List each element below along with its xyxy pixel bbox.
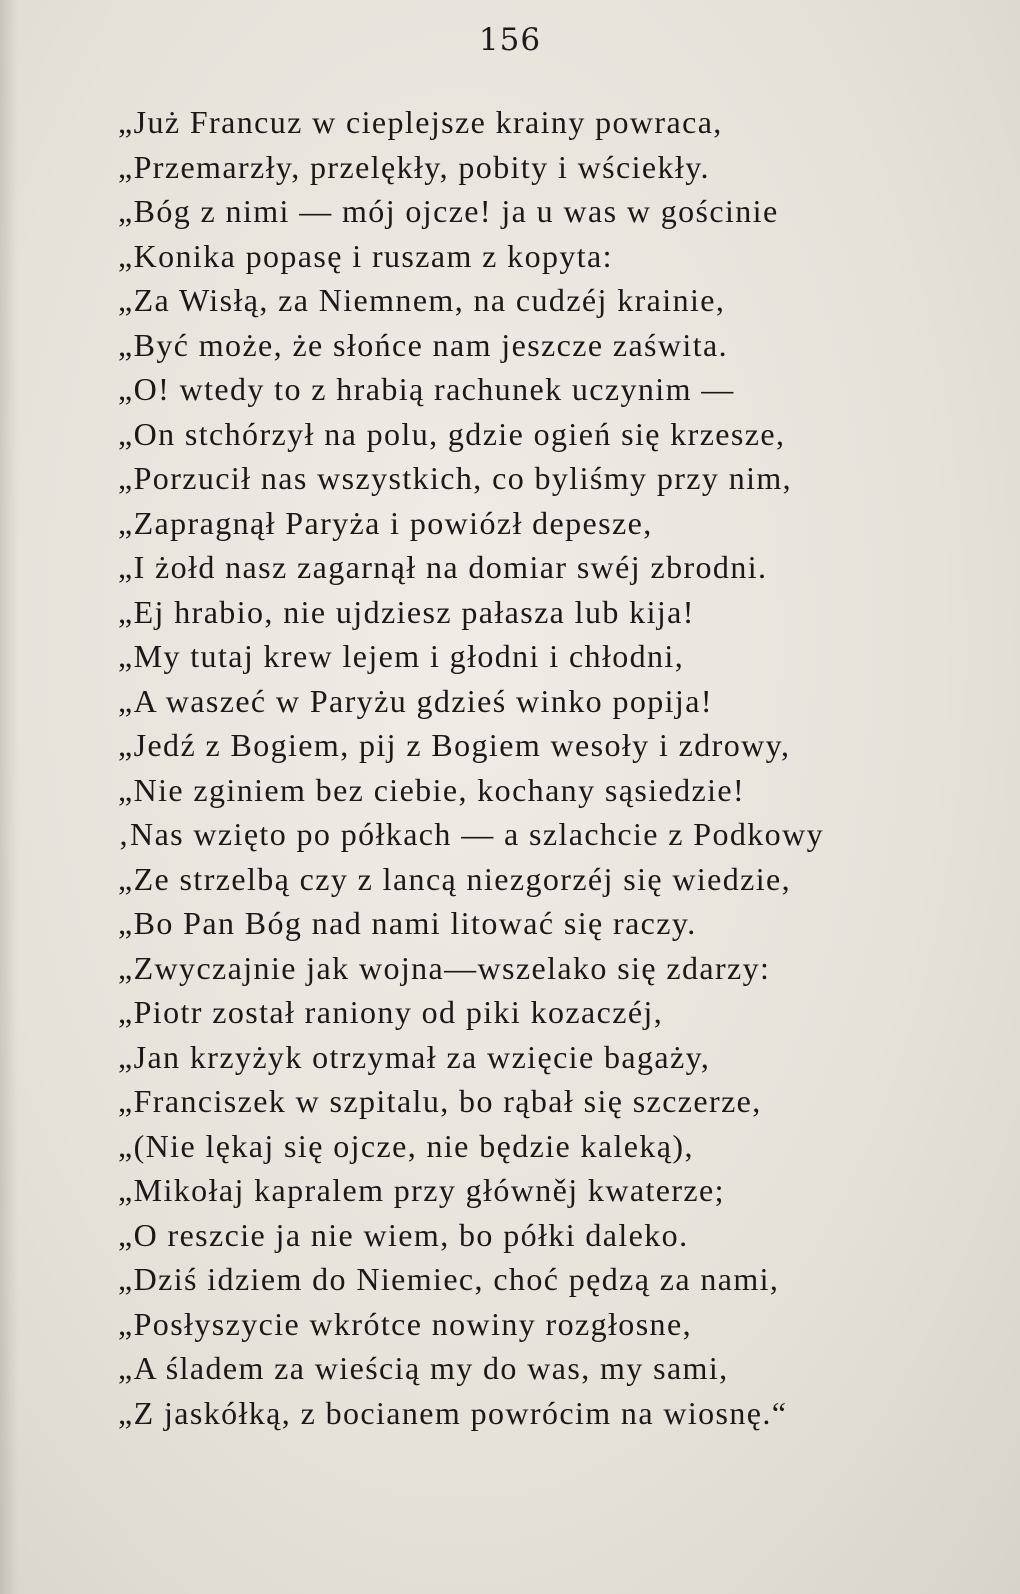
poem-line-12: „Ej hrabio, nie ujdziesz pałasza lub kija!	[118, 593, 695, 630]
poem-line-11: „I żołd nasz zagarnął na domiar swéj zbrodni.	[118, 549, 768, 585]
poem-line-24: „(Nie lękaj się ojcze, nie będzie kaleką),	[118, 1127, 694, 1164]
poem-line-16: „Nie zginiem bez ciebie, kochany sąsiedzie!	[118, 771, 746, 808]
poem-line-8: „On stchórzył na polu, gdzie ogień się krzesze,	[118, 415, 786, 452]
poem-line-13: „My tutaj krew lejem i głodni i chłodni,	[118, 638, 685, 674]
poem-line-19: „Bo Pan Bóg nad nami litować się raczy.	[118, 905, 697, 941]
poem-line-9: „Porzucił nas wszystkich, co byliśmy przy nim,	[118, 460, 793, 496]
poem-line-4: „Konika popasę i ruszam z kopyta:	[118, 237, 613, 274]
poem-line-26: „O reszcie ja nie wiem, bo półki daleko.	[118, 1216, 689, 1253]
poem-line-30: „Z jaskółką, z bocianem powrócim na wiosnę.“	[118, 1394, 788, 1431]
poem-line-7: „O! wtedy to z hrabią rachunek uczynim —	[118, 371, 735, 407]
poem-line-22: „Jan krzyżyk otrzymał za wzięcie bagaży,	[118, 1038, 711, 1075]
poem-line-14: „A waszeć w Paryżu gdzieś winko popija!	[118, 682, 713, 719]
poem-line-28: „Posłyszycie wkrótce nowiny rozgłosne,	[118, 1305, 692, 1342]
poem-line-3: „Bóg z nimi — mój ojcze! ja u was w gościnie	[118, 193, 779, 229]
poem-line-1: „Już Francuz w cieplejsze krainy powraca,	[118, 104, 723, 140]
poem-line-5: „Za Wisłą, za Niemnem, na cudzéj krainie,	[118, 282, 726, 318]
poem-line-29: „A śladem za wieścią my do was, my sami,	[118, 1350, 729, 1386]
poem-text	[118, 100, 978, 1435]
poem-line-6: „Być może, że słońce nam jeszcze zaświta.	[118, 326, 729, 363]
poem-line-27: „Dziś idziem do Niemiec, choć pędzą za nami,	[118, 1261, 780, 1297]
poem-line-25: „Mikołaj kapralem przy główněj kwaterze;	[118, 1172, 725, 1208]
poem-line-20: „Zwyczajnie jak wojna—wszelako się zdarzy:	[118, 949, 771, 986]
poem-line-21: „Piotr został raniony od piki kozaczéj,	[118, 994, 664, 1030]
page-number: 156	[478, 22, 542, 58]
poem-line-10: „Zapragnął Paryża i powiózł depesze,	[118, 504, 653, 541]
poem-line-18: „Ze strzelbą czy z lancą niezgorzéj się wiedzie,	[118, 860, 792, 897]
poem-line-17: ‚Nas wzięto po półkach — a szlachcie z Podkowy	[118, 816, 824, 852]
poem-line-23: „Franciszek w szpitalu, bo rąbał się szczerze,	[118, 1083, 762, 1119]
poem-line-2: „Przemarzły, przelękły, pobity i wściekły.	[118, 148, 710, 185]
poem-line-15: „Jedź z Bogiem, pij z Bogiem wesoły i zdrowy,	[118, 727, 791, 763]
